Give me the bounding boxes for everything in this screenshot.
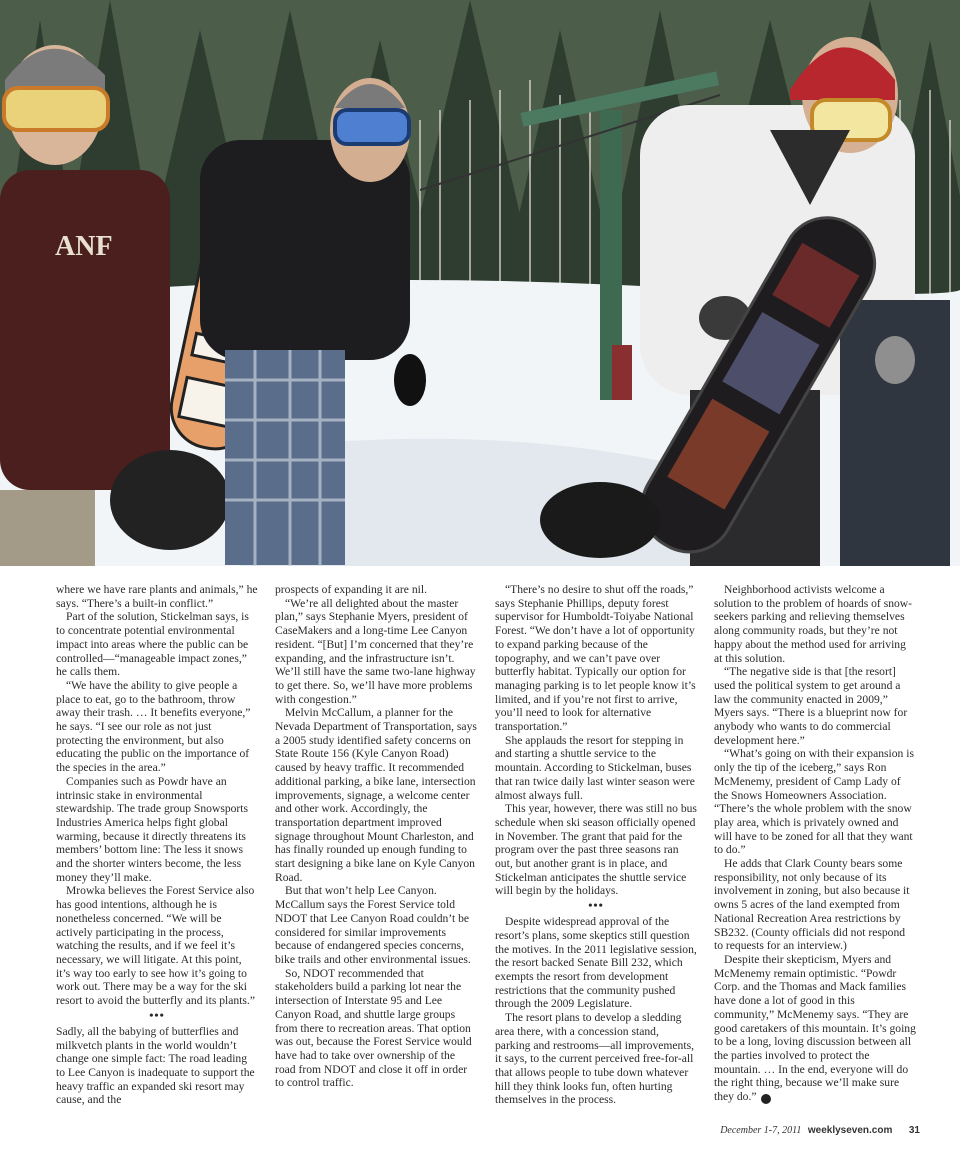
paragraph: Part of the solution, Stickelman says, is to concentrate potential environmental impact into areas where the public can be controlled—“manageable impact zones,” he calls them. (56, 610, 249, 679)
end-mark-icon: 7 (761, 1094, 771, 1104)
paragraph: “What’s going on with their expansion is only the tip of the iceberg,” says Ron McMenemy, president of Camp Lady of the Snows Homeowners Association. “There’s the whole problem with the snow play area, which is privately owned and will have to be zoned for all that they want to do.” (714, 747, 914, 857)
article-column-3 (495, 583, 697, 1107)
paragraph: where we have rare plants and animals,” he says. “There’s a built-in conflict.” (56, 583, 258, 610)
paragraph: This year, however, there was still no bus schedule when ski season officially opened in November. The grant that paid for the program over the past three seasons ran out, but another grant is in place, and Stickelman anticipates the shuttle service will begin by the holidays. (495, 802, 697, 898)
paragraph: He adds that Clark County bears some responsibility, not only because of its involvement in zoning, but also because it owns 5 acres of the land exempted from National Recreation Area restrictions by SB232. (County officials did not respond to requests for an interview.) (714, 857, 910, 953)
paragraph: The resort plans to develop a sledding area there, with a concession stand, parking and restrooms—all improvements, it says, to the current perceived free-for-all that allows people to tube down whatever hill they think looks fun, often hurting themselves in the process. (495, 1011, 694, 1107)
article-column-4 (714, 583, 916, 1104)
paragraph: Despite widespread approval of the resort’s plans, some skeptics still question the motives. In the 2011 legislative session, the resort backed Senate Bill 232, which exempts the resort from development restrictions that the community pushed through the 2009 Legislature. (495, 915, 697, 1011)
page-footer (720, 1125, 920, 1136)
paragraph: “There’s no desire to shut off the roads,” says Stephanie Phillips, deputy forest supervisor for Humboldt-Toiyabe National Forest. “We don’t have a lot of opportunity to expand parking because of the topography, and we can’t pave over butterfly habitat. Typically our option for managing parking is to let people know it’s limited, and if you’re not first to arrive, you’ll need to look for alternative transportation.” (495, 583, 696, 734)
paragraph: So, NDOT recommended that stakeholders build a parking lot near the intersection of Interstate 95 and Lee Canyon Road, and shuttle large groups from there to recreation areas. That option was out, because the Forest Service would have had to take over ownership of the road from NDOT and close it off in order to control traffic. (275, 966, 472, 1090)
paragraph: Melvin McCallum, a planner for the Nevada Department of Transportation, says a 2005 study identified safety concerns on State Route 156 (Kyle Canyon Road) caused by heavy traffic. It recommended additional parking, a bike lane, intersection improvements, signage, a welcome center and other work. Accordingly, the transportation department improved signage throughout Mount Charleston, and has finally rounded up enough funding to start designing a bike lane on Kyle Canyon Road. (275, 706, 477, 884)
paragraph: “The negative side is that [the resort] used the political system to get around a law the community enacted in 2009,” Myers says. “There is a blueprint now for anybody who wants to do commercial development here.” (714, 665, 908, 747)
site-url: weeklyseven.com (807, 1125, 893, 1136)
paragraph: But that won’t help Lee Canyon. McCallum says the Forest Service told NDOT that Lee Canyon Road couldn’t be considered for similar improvements because of endangered species concerns, bike trails and other environmental issues. (275, 884, 471, 966)
paragraph: Companies such as Powdr have an intrinsic stake in environmental stewardship. The trade group Snowsports Industries America helps fight global warming, because it directly threatens its members’ bottom line: The less it snows and the shorter winters become, the less money they’ll make. (56, 774, 249, 884)
snowboarders-illustration (0, 0, 960, 566)
paragraph: Sadly, all the babying of butterflies and milkvetch plants in the world wouldn’t change one simple fact: The road leading to Lee Canyon is inadequate to support the heavy traffic an expanded ski resort may cause, and the (56, 1024, 255, 1107)
paragraph: “We have the ability to give people a place to eat, go to the bathroom, throw away their trash. … It benefits everyone,” he says. “I see our role as not just protecting the environment, but also educating the public on the importance of the species in the area.” (56, 678, 251, 775)
issue-date: December 1-7, 2011 (720, 1125, 802, 1136)
paragraph (714, 953, 916, 1104)
section-break: ••• (588, 898, 604, 913)
article-photo (0, 0, 960, 566)
svg-text:ANF: ANF (55, 231, 113, 262)
paragraph: Neighborhood activists welcome a solution to the problem of hoards of snow-seekers parking and relieving themselves along community roads, but they’re not happy about the method used for arriving at this solution. (714, 583, 913, 665)
section-break: ••• (149, 1007, 165, 1022)
page-number: 31 (908, 1125, 920, 1136)
article-body (56, 583, 928, 1107)
paragraph: “We’re all delighted about the master plan,” says Stephanie Myers, president of CaseMakers and a long-time Lee Canyon resident. “[But] I’m concerned that they’re expanding, and the infrastructure isn’t. We’ll still have the same two-lane highway to get there. So, we’ll have more problems with congestion.” (275, 596, 476, 706)
binding-left (110, 450, 230, 550)
paragraph: Mrowka believes the Forest Service also has good intentions, although he is nonetheless concerned. “We will be actively participating in the process, watching the results, and if we feel it’s necessary, we will litigate. At this point, it’s way too early to see how it’s going to work out. There may be a way for the ski resort to avoid the butterfly and its plants.” (56, 884, 255, 1008)
binding-right (540, 482, 660, 558)
article-column-2 (275, 583, 477, 1090)
paragraph: She applauds the resort for stepping in and starting a shuttle service to the mountain. According to Stickelman, buses that ran twice daily last winter season were almost always full. (495, 733, 695, 802)
article-column-1 (56, 583, 258, 1107)
paragraph: prospects of expanding it are nil. (275, 583, 427, 596)
paragraph-text: Despite their skepticism, Myers and McMenemy remain optimistic. “Powdr Corp. and the Thomas and Mack families have done a lot of good in this community,” McMenemy says. “They are good caretakers of this mountain. It’s going to be a long, loving discussion between all the parties involved to protect the mountain. … In the end, everyone will do the right thing, because we’ll make sure they do.” (714, 952, 916, 1104)
